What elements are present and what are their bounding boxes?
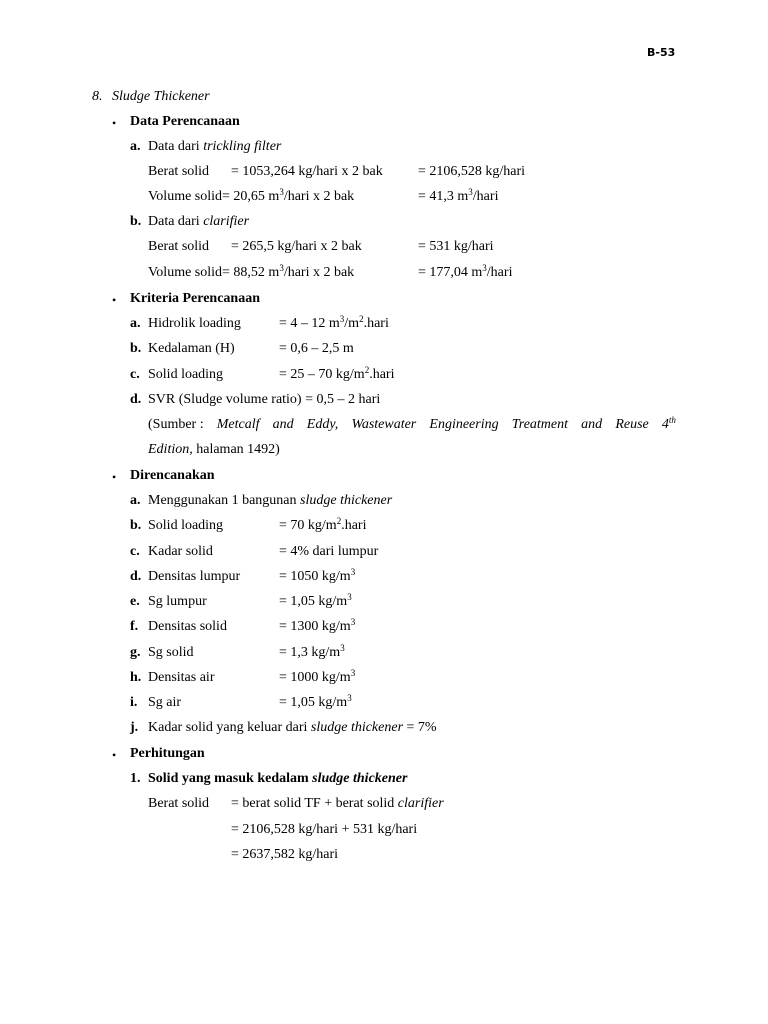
berat-solid-label: Berat solid (148, 239, 210, 254)
plan-value: = 4% dari lumpur (279, 544, 379, 559)
item-marker: b. (130, 341, 142, 356)
step-marker: 1. (130, 771, 141, 786)
criteria-label: Hidrolik loading (148, 316, 241, 331)
calc-label: Berat solid (148, 796, 210, 811)
plan-value: = 70 $kg/m^2.hari$ (279, 516, 367, 533)
perhitungan-heading: Perhitungan (130, 746, 205, 761)
item-marker: a. (130, 316, 141, 331)
plan-label: Kadar solid (148, 544, 213, 559)
plan-value: = 1050 $kg/m^3$ (279, 567, 356, 584)
item-marker: c. (130, 367, 140, 382)
plan-value: = 1000 $kg/m^3$ (279, 668, 356, 685)
criteria-value: = 25 – 70 $kg/m^2.hari$ (279, 365, 395, 382)
source-reference-line: (Sumber : Metcalf and Eddy, Wastewater Engineering Treatment and Reuse 4th (148, 415, 676, 432)
kriteria-heading: Kriteria Perencanaan (130, 291, 260, 306)
plan-label: Sg solid (148, 645, 194, 660)
item-marker: e. (130, 594, 140, 609)
plan-value: = 1,3 $kg/m^3$ (279, 643, 345, 660)
calc-result: = 2637,582 kg/hari (231, 847, 339, 862)
source-reference-line-2: Edition, halaman 1492) (148, 442, 280, 457)
plan-label: Densitas air (148, 670, 215, 685)
volume-solid-result: = 177,04 $m^3$/hari (418, 263, 513, 280)
item-marker: d. (130, 392, 142, 407)
direncanakan-heading: Direncanakan (130, 468, 215, 483)
volume-solid-calc: Volume solid= 88,52 $m^3$/hari x 2 bak (148, 263, 355, 280)
plan-value: = 1,05 $kg/m^3$ (279, 693, 352, 710)
item-marker: h. (130, 670, 142, 685)
plan-text: Menggunakan 1 bangunan sludge thickener (148, 493, 393, 508)
item-marker: j. (130, 720, 139, 735)
berat-solid-result: = 531 kg/hari (418, 239, 494, 254)
plan-value: = 1300 $kg/m^3$ (279, 617, 356, 634)
item-marker: f. (130, 619, 139, 634)
berat-solid-result: = 2106,528 kg/hari (418, 164, 526, 179)
berat-solid-label: Berat solid (148, 164, 210, 179)
item-marker: a. (130, 139, 141, 154)
criteria-label: Kedalaman (H) (148, 341, 235, 356)
item-marker: c. (130, 544, 140, 559)
data-source-line: Data dari clarifier (148, 214, 250, 229)
item-marker: b. (130, 214, 142, 229)
plan-label: Sg lumpur (148, 594, 207, 609)
plan-label: Densitas lumpur (148, 569, 241, 584)
criteria-value: = 0,6 – 2,5 m (279, 341, 354, 356)
plan-label: Densitas solid (148, 619, 227, 634)
plan-label: Solid loading (148, 518, 224, 533)
bullet-icon: • (112, 748, 117, 762)
plan-label: Sg air (148, 695, 182, 710)
item-marker: b. (130, 518, 142, 533)
section-number: 8. (92, 89, 103, 104)
item-marker: d. (130, 569, 142, 584)
item-marker: g. (130, 645, 141, 660)
item-marker: i. (130, 695, 138, 710)
volume-solid-calc: Volume solid= 20,65 $m^3$/hari x 2 bak (148, 187, 355, 204)
calc-formula: = berat solid TF + berat solid clarifier (231, 796, 444, 811)
item-marker: a. (130, 493, 141, 508)
volume-solid-result: = 41,3 $m^3$/hari (418, 187, 499, 204)
page-number: B-53 (647, 46, 676, 59)
step-title: Solid yang masuk kedalam sludge thickener (148, 771, 408, 786)
calc-substitution: = 2106,528 kg/hari + 531 kg/hari (231, 822, 418, 837)
criteria-label: Solid loading (148, 367, 224, 382)
berat-solid-calc: = 265,5 kg/hari x 2 bak (231, 239, 362, 254)
data-source-line: Data dari trickling filter (148, 139, 282, 154)
criteria-value: = 4 – 12 $m^3/m^2.hari$ (279, 314, 389, 331)
criteria-text: SVR (Sludge volume ratio) = 0,5 – 2 hari (148, 392, 381, 407)
bullet-icon: • (112, 293, 117, 307)
berat-solid-calc: = 1053,264 kg/hari x 2 bak (231, 164, 383, 179)
section-title: Sludge Thickener (112, 89, 210, 104)
plan-text: Kadar solid yang keluar dari sludge thickener = 7% (148, 720, 437, 735)
data-perencanaan-heading: Data Perencanaan (130, 114, 240, 129)
bullet-icon: • (112, 470, 117, 484)
plan-value: = 1,05 $kg/m^3$ (279, 592, 352, 609)
bullet-icon: • (112, 116, 117, 130)
